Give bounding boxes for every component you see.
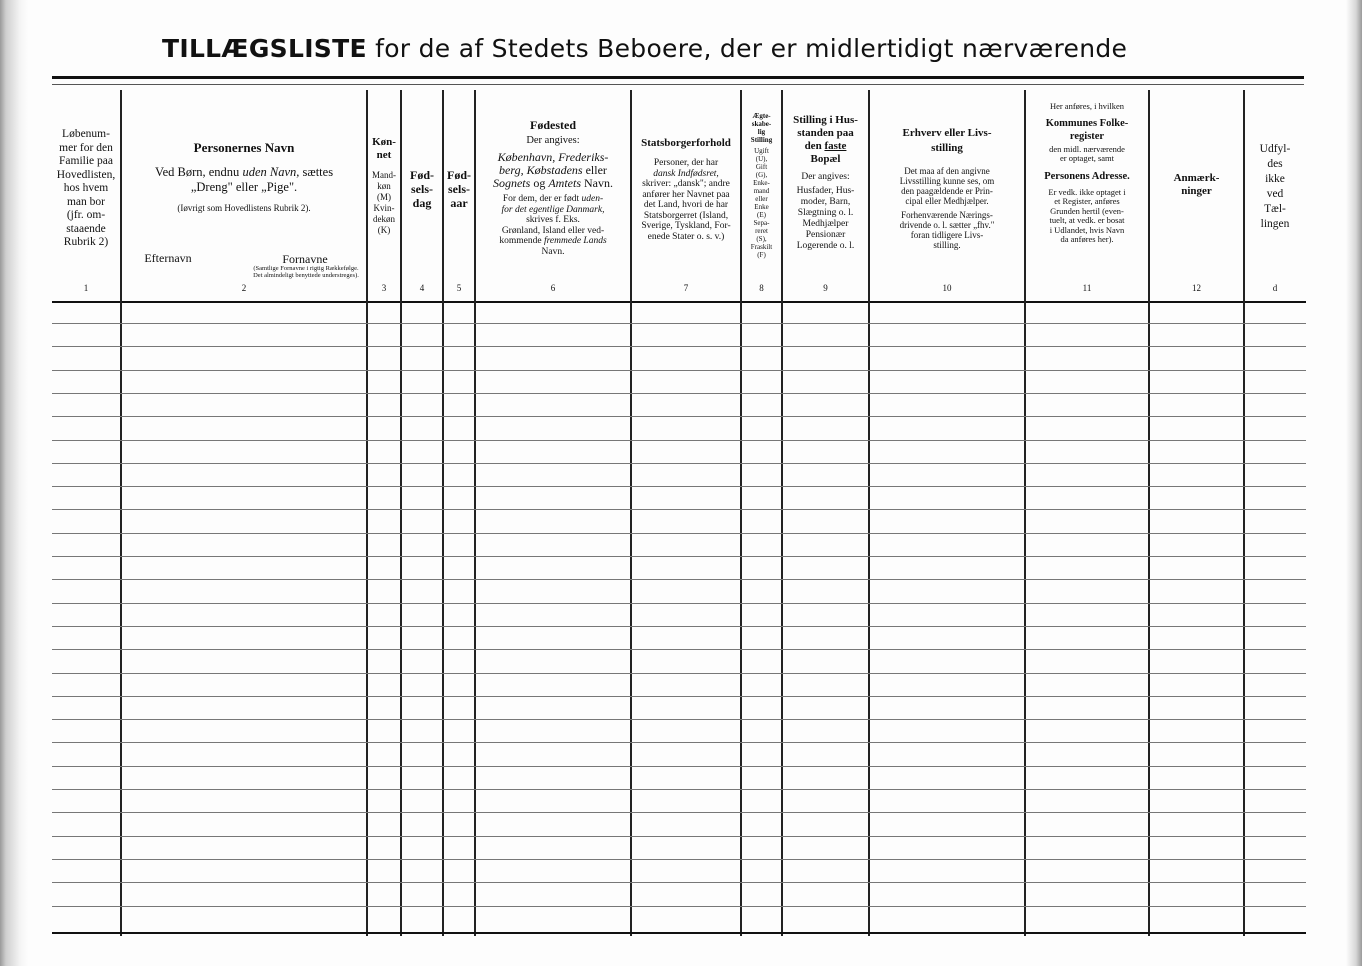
col-divider-1 (120, 90, 122, 936)
ruled-row-line (52, 370, 1306, 371)
col-d-line: Tæl- (1264, 203, 1286, 215)
header-second-rule (52, 84, 1304, 85)
col-d-line: ved (1266, 188, 1284, 200)
col11-heading-line: Kommunes Folke- (1045, 117, 1129, 129)
ruled-row-line (52, 882, 1306, 883)
col1-line: mer for den (59, 141, 113, 154)
col6-p5-it: fremmede Lands (543, 236, 607, 246)
col6-p2: for det egentlige Danmark, (501, 204, 605, 215)
col2-efternavn: Efternavn (144, 251, 192, 265)
col11-heading2: Personens Adresse. (1044, 170, 1130, 182)
col8-line: Sepa- (753, 219, 770, 227)
col12-header (1150, 172, 1243, 198)
col3-line: (M) (377, 192, 391, 202)
ruled-row-line (52, 579, 1306, 580)
col12-heading-line: ninger (1181, 185, 1212, 197)
ruled-row-line (52, 742, 1306, 743)
col2-line1 (122, 165, 366, 180)
col8-heading-line: lig (757, 128, 766, 136)
col6-it4: Amtets (548, 176, 581, 190)
col6-plain3: og (530, 176, 549, 190)
col1-line: Hovedlisten, (56, 168, 116, 181)
ruled-row-line (52, 346, 1306, 347)
ruled-row-line (52, 696, 1306, 697)
col5-line: sels- (448, 182, 470, 196)
ruled-row-line (52, 836, 1306, 837)
col6-p1-it: uden- (581, 194, 604, 204)
col8-line: eller (755, 195, 768, 203)
col3-header (367, 136, 401, 236)
col8-line: reret (755, 227, 768, 235)
col8-line: (F) (757, 251, 766, 259)
col9-line: Medhjælper (802, 219, 849, 229)
col9-line: Pensionær (805, 230, 846, 240)
col6-number: 6 (550, 283, 556, 293)
col12-heading-line: Anmærk- (1173, 172, 1220, 184)
ruled-row-line (52, 463, 1306, 464)
col2-line1-b: uden Navn, (242, 165, 300, 179)
col10-line2: stilling. (933, 240, 961, 250)
col9-line: Husfader, Hus- (796, 186, 855, 196)
col2-fornavne-note: (Samtlige Fornavne i rigtig Rækkefølge. Det almindeligt benyttede understreges). (253, 265, 359, 279)
col9-heading-line: standen paa (797, 127, 854, 139)
col8-heading-line: Ægte- (752, 112, 771, 120)
ruled-row-line (52, 323, 1306, 324)
col9-header (783, 114, 868, 252)
ruled-row-line (52, 859, 1306, 860)
form-title-rest: for de af Stedets Beboere, der er midlertidigt nærværende (375, 34, 1128, 63)
col10-line1: den paagældende er Prin- (901, 186, 993, 196)
col9-sub: Der angives: (801, 172, 850, 182)
col4-line: dag (412, 196, 432, 210)
col2-number: 2 (241, 283, 247, 293)
col11-line1: den midl. nærværende (1049, 143, 1125, 154)
col8-line: (S), (756, 235, 767, 243)
col11-line2: Grunden hertil (even- (1050, 205, 1124, 216)
col6-p1-text: For dem, der er født (502, 194, 582, 204)
col6-p1 (477, 194, 629, 205)
col11-line2: Er vedk. ikke optaget i (1048, 186, 1126, 197)
col10-heading-line: Erhverv eller Livs- (902, 127, 992, 139)
col-d-number: d (1272, 283, 1278, 293)
col9-number: 9 (823, 283, 828, 293)
col11-line2: da anføres her). (1060, 234, 1114, 244)
col11-number: 11 (1082, 283, 1092, 293)
col6-it1: København, Frederiks- (497, 150, 609, 164)
col4-header (402, 168, 442, 210)
col1-line: man bor (66, 195, 105, 208)
col8-line: Fraskilt (750, 243, 773, 251)
col-d-line: lingen (1260, 218, 1290, 230)
col4-line: Fød- (410, 168, 434, 182)
col5-line: Fød- (447, 168, 471, 182)
col9-heading-line3 (783, 140, 868, 153)
ruled-row-line (52, 766, 1306, 767)
col12-number: 12 (1192, 283, 1201, 293)
ruled-row-line (52, 556, 1306, 557)
scan-edge-left (0, 0, 28, 966)
col9-line: Logerende o. l. (796, 241, 855, 251)
col5-line: aar (450, 196, 468, 210)
col6-p5-text: kommende (499, 236, 544, 246)
col3-line: dekøn (373, 214, 395, 224)
scan-edge-right (1346, 0, 1362, 966)
col10-line2: foran tidligere Livs- (910, 230, 984, 240)
col1-line: Familie paa (59, 155, 113, 167)
col-d-line: Udfyl- (1259, 143, 1291, 155)
ruled-row-line (52, 719, 1306, 720)
ruled-row-line (52, 906, 1306, 907)
ruled-row-line (52, 649, 1306, 650)
ruled-row-line (52, 603, 1306, 604)
col3-line: Mand- (372, 170, 396, 180)
col10-line2: Forhenværende Nærings- (901, 210, 993, 220)
col-divider-5 (474, 90, 476, 936)
col4-line: sels- (411, 182, 433, 196)
col9-heading-faste: faste (824, 140, 847, 152)
col9-heading-bopael: Bopæl (810, 153, 841, 165)
col8-line: Enke (754, 203, 769, 211)
header-bottom-rule (52, 301, 1306, 303)
header-top-rule (52, 76, 1304, 79)
col11-line2: i Udlandet, hvis Navn (1049, 224, 1125, 235)
col7-header (631, 136, 741, 242)
form-title (162, 34, 1202, 63)
col-divider-4 (442, 90, 444, 936)
col7-line2: Statsborgerret (Island, (643, 210, 729, 221)
col8-heading-line: skabe- (751, 120, 772, 128)
col1-line: (jfr. om- (66, 209, 106, 221)
ruled-row-line (52, 393, 1306, 394)
col2-heading: Personernes Navn (193, 140, 295, 155)
col-d-line: des (1267, 158, 1283, 170)
col5-header (444, 168, 474, 210)
col7-line2: det Land, hvori de har (643, 200, 729, 210)
col8-line: Ugift (754, 147, 769, 155)
col-divider-11 (1148, 90, 1150, 936)
col9-heading-den: den (804, 140, 822, 152)
col4-number: 4 (419, 283, 425, 293)
col3-line: (K) (377, 225, 391, 235)
ruled-row-line (52, 789, 1306, 790)
ruled-row-line (52, 533, 1306, 534)
ruled-row-line (52, 416, 1306, 417)
table-bottom-rule (52, 932, 1306, 934)
ruled-row-line (52, 509, 1306, 510)
col11-line2: tuelt, at vedk. er bosat (1049, 215, 1125, 225)
col7-line2: Sverige, Tyskland, For- (641, 221, 731, 231)
col10-heading-line: stilling (931, 142, 963, 154)
col6-p4: Grønland, Island eller ved- (501, 225, 605, 236)
col8-line: (U), (755, 155, 768, 163)
col1-header (52, 128, 120, 250)
col8-line: (G), (755, 171, 768, 179)
col10-line1: Det maa af den angivne (904, 166, 990, 176)
col5-number: 5 (456, 283, 462, 293)
col1-line: Rubrik 2) (63, 236, 109, 248)
col3-number: 3 (381, 283, 387, 293)
col7-number: 7 (683, 283, 689, 293)
form-title-caps: TILLÆGSLISTE (162, 34, 367, 63)
col10-line1: cipal eller Medhjælper. (905, 196, 989, 206)
ruled-row-line (52, 486, 1306, 487)
col8-heading-line: Stilling (750, 136, 773, 144)
col2-header (122, 140, 366, 214)
ruled-row-line (52, 673, 1306, 674)
col7-line2: enede Stater o. s. v.) (647, 231, 725, 242)
col9-line: Slægtning o. l. (797, 208, 854, 218)
col6-plain4: Navn. (581, 176, 613, 190)
ruled-row-line (52, 440, 1306, 441)
col7-heading: Statsborgerforhold (641, 137, 731, 149)
col10-header (870, 126, 1024, 250)
col11-line1: er optaget, samt (1059, 153, 1115, 163)
ruled-row-line (52, 812, 1306, 813)
col10-number: 10 (942, 283, 952, 293)
col8-line: Enke- (753, 179, 770, 187)
col3-line: køn (377, 181, 391, 191)
col3-heading-line: Køn- (372, 136, 396, 148)
col6-line3 (477, 177, 629, 190)
col8-line: mand (753, 187, 770, 195)
col-d-header (1245, 142, 1305, 232)
col9-line: moder, Barn, (800, 197, 851, 207)
col1-line: staaende (66, 222, 106, 235)
col6-p6: Navn. (541, 246, 565, 257)
col-d-line: ikke (1265, 173, 1285, 185)
col2-line1-a: Ved Børn, endnu (154, 165, 243, 179)
col8-line: Gift (755, 163, 768, 171)
col11-header (1026, 102, 1148, 245)
col2-line1-c: sættes (299, 165, 334, 179)
col2-fornavne: Fornavne (282, 252, 328, 266)
col1-number: 1 (83, 283, 89, 293)
col11-line2: et Register, anføres (1054, 196, 1120, 206)
col6-p5 (477, 236, 629, 247)
col9-heading-line: Stilling i Hus- (793, 114, 858, 126)
col7-line: Personer, der har (653, 158, 719, 168)
col6-sub: Der angives: (526, 135, 580, 146)
col6-it2: berg, Købstadens (499, 163, 583, 177)
col3-line: Kvin- (373, 203, 395, 213)
col10-line1: Livsstilling kunne ses, om (899, 176, 995, 186)
col6-heading: Fødested (530, 118, 576, 132)
col8-header (742, 112, 781, 259)
col10-line2: drivende o. l. sætter „fhv." (899, 220, 995, 230)
col8-line: (E) (757, 211, 766, 219)
col11-top: Her anføres, i hvilken (1049, 101, 1125, 111)
col1-line: hos hvem (63, 182, 109, 194)
col11-heading-line: register (1069, 130, 1105, 142)
col6-header (477, 118, 629, 257)
col6-plain2: eller (582, 163, 607, 177)
col2-line2: „Dreng" eller „Pige". (190, 180, 298, 194)
col8-number: 8 (759, 283, 764, 293)
col2-line3: (Iøvrigt som Hovedlistens Rubrik 2). (177, 203, 311, 213)
ruled-row-line (52, 626, 1306, 627)
col7-line2: anfører her Navnet paa (642, 189, 730, 200)
col6-it3: Sognets (492, 176, 531, 190)
col7-it-line: dansk Indfødsret, (653, 168, 719, 179)
col1-line: Løbenum- (62, 128, 110, 140)
col3-heading-line: net (376, 149, 392, 161)
col7-line2: skriver: „dansk"; andre (642, 179, 730, 189)
col6-p3: skrives f. Eks. (526, 215, 580, 225)
